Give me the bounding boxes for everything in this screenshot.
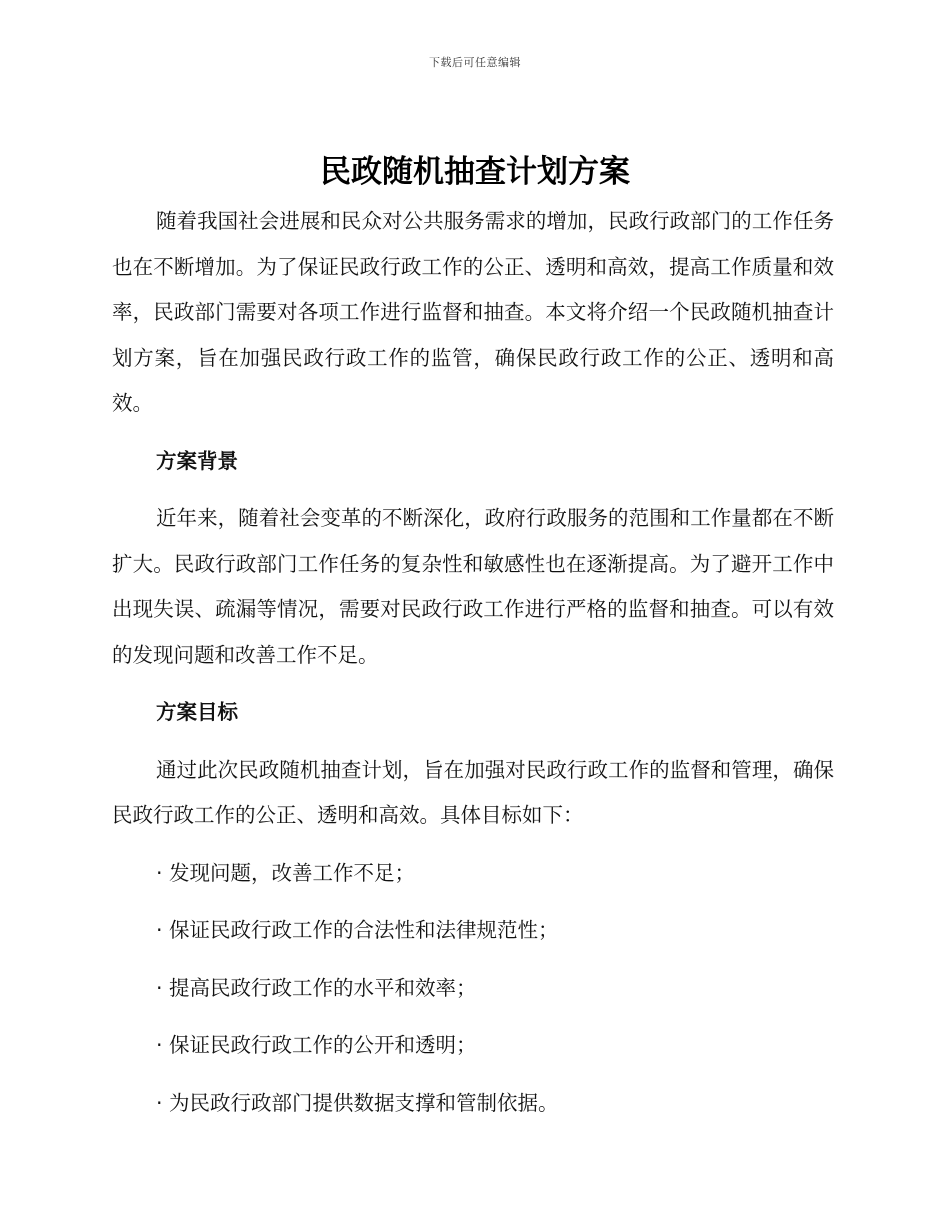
goal-bullet-item: · 保证民政行政工作的合法性和法律规范性； <box>156 918 559 942</box>
section-heading-background: 方案背景 <box>156 448 238 473</box>
intro-paragraph: 随着我国社会进展和民众对公共服务需求的增加，民政行政部门的工作任务也在不断增加。为了保证民政行政工作的公正、透明和高效，提高工作质量和效率，民政部门需要对各项工作进行监督和抽查。本文将介绍一个民政随机抽查计划方案，旨在加强民政行政工作的监管，确保民政行政工作的公正、透明和高效。 <box>112 209 834 415</box>
goal-bullet-item: · 为民政行政部门提供数据支撑和管制依据。 <box>156 1090 559 1115</box>
header-note: 下载后可任意编辑 <box>429 56 521 69</box>
document-body <box>112 199 834 1126</box>
background-paragraph: 近年来，随着社会变革的不断深化，政府行政服务的范围和工作量都在不断扩大。民政行政部门工作任务的复杂性和敏感性也在逐渐提高。为了避开工作中出现失误、疏漏等情况，需要对民政行政工作进行严格的监督和抽查。可以有效的发现问题和改善工作不足。 <box>112 506 834 667</box>
section-heading-goals: 方案目标 <box>156 700 238 724</box>
goal-bullet-item: · 发现问题，改善工作不足； <box>156 860 416 885</box>
goal-bullet-item: · 提高民政行政工作的水平和效率； <box>156 975 477 1000</box>
goal-bullet-item: · 保证民政行政工作的公开和透明； <box>156 1033 477 1057</box>
document-title: 民政随机抽查计划方案 <box>320 154 630 190</box>
goals-paragraph: 通过此次民政随机抽查计划，旨在加强对民政行政工作的监督和管理，确保民政行政工作的公正、透明和高效。具体目标如下： <box>112 757 834 827</box>
